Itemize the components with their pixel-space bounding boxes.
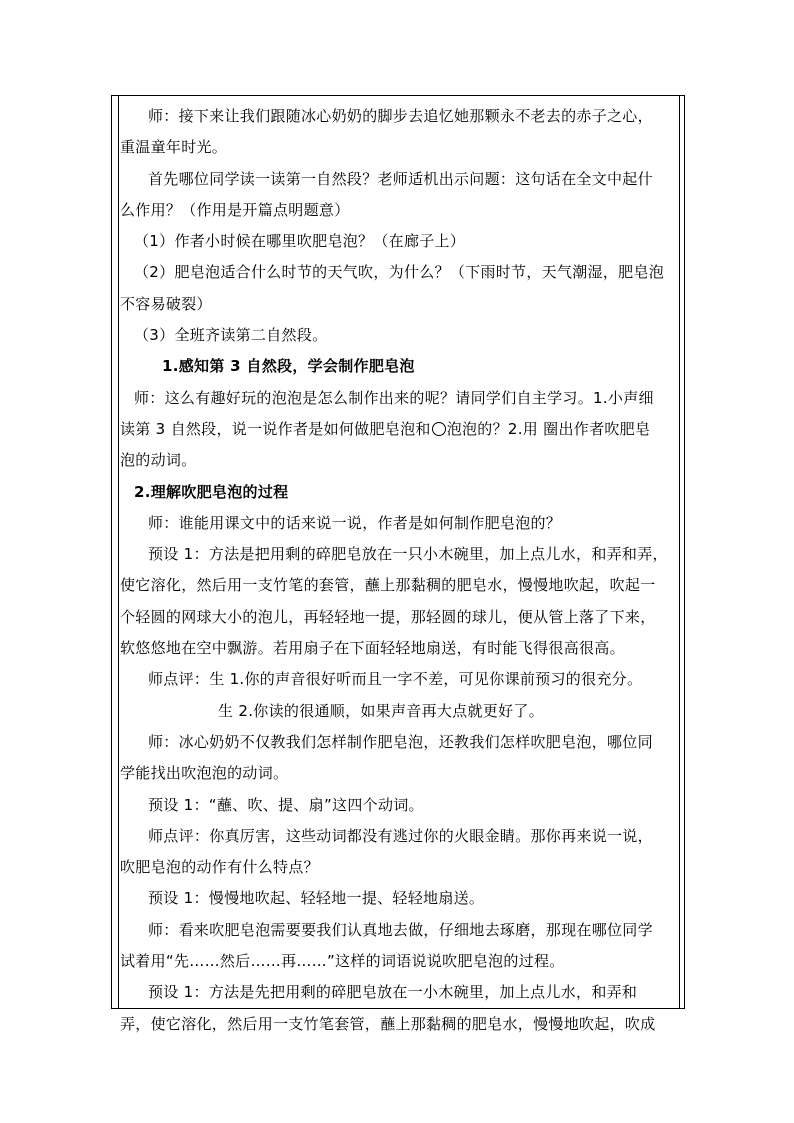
- text-segment: （1）作者小时候在哪里吹肥皂泡？（在廊子上）: [134, 232, 466, 251]
- text-segment: 师：看来吹肥皂泡需要要我们认真地去做，仔细地去琢磨，那现在哪位同学: [148, 920, 653, 939]
- text-segment: 试着用“先……然后……再……”这样的词语说说吹肥皂泡的过程。: [120, 952, 565, 971]
- text-line: [120, 164, 677, 195]
- text-segment: 预设 1：方法是把用剩的碎肥皂放在一只小木碗里，加上点儿水，和弄和弄，: [148, 545, 668, 564]
- text-segment: （3）全班齐读第二自然段。: [134, 326, 328, 345]
- text-line: [120, 915, 677, 946]
- text-line: [120, 195, 677, 226]
- text-segment: 吹肥皂泡的动作有什么特点？: [120, 858, 319, 877]
- text-segment: 预设 1：慢慢地吹起、轻轻地一提、轻轻地扇送。: [148, 889, 485, 908]
- text-segment: 师：接下来让我们跟随冰心奶奶的脚步去追忆她那颗永不老去的赤子之心，: [148, 107, 653, 125]
- text-line: [120, 539, 677, 570]
- text-segment: 个轻圆的网球大小的泡儿，再轻轻地一提，那轻圆的球儿，便从管上落了下来，: [120, 607, 656, 626]
- text-line: [120, 696, 677, 727]
- text-segment: 首先哪位同学读一读第一自然段？老师适机出示问题：这句话在全文中起什: [148, 169, 653, 188]
- text-line: [120, 383, 677, 414]
- text-segment: 预设 1：方法是先把用剩的碎肥皂放在一小木碗里，加上点儿水，和弄和: [148, 983, 638, 1002]
- text-segment: 重温童年时光。: [120, 138, 228, 157]
- text-line: [120, 445, 677, 476]
- text-line: [120, 633, 677, 664]
- text-line: [120, 758, 677, 789]
- text-line: [120, 351, 677, 382]
- text-segment: 么作用？（作用是开篇点明题意）: [120, 200, 350, 219]
- text-segment: 师：这么有趣好玩的泡泡是怎么制作出来的呢？请同学们自主学习。1.小声细: [134, 388, 654, 407]
- text-line: [120, 101, 677, 132]
- text-segment: 使它溶化，然后用一支竹笔的套管，蘸上那黏稠的肥皂水，慢慢地吹起，吹起一: [120, 576, 656, 595]
- text-segment: （2）肥皂泡适合什么时节的天气吹，为什么？（下雨时节，天气潮湿，肥皂泡: [134, 263, 665, 282]
- text-segment: 泡的动词。: [120, 451, 197, 470]
- text-segment: 泡泡的？2.用 圈出作者吹肥皂: [446, 419, 651, 438]
- text-segment: 师：冰心奶奶不仅教我们怎样制作肥皂泡，还教我们怎样吹肥皂泡，哪位同: [148, 732, 653, 751]
- text-segment: 生 2.你读的很通顺，如果声音再大点就更好了。: [218, 701, 544, 720]
- text-line: [120, 821, 677, 852]
- circle-symbol-icon: [432, 422, 446, 436]
- text-line: [120, 257, 677, 288]
- text-segment: 预设 1：“蘸、吹、提、扇”这四个动词。: [148, 795, 424, 814]
- text-line: [120, 602, 677, 633]
- text-line: [120, 852, 677, 883]
- text-segment: 软悠悠地在空中飘游。若用扇子在下面轻轻地扇送，有时能飞得很高很高。: [120, 639, 625, 658]
- text-segment: 师：谁能用课文中的话来说一说，作者是如何制作肥皂泡的？: [148, 513, 562, 532]
- text-segment: 弄，使它溶化，然后用一支竹笔套管，蘸上那黏稠的肥皂水，慢慢地吹起，吹成: [120, 1014, 656, 1033]
- text-line: [120, 414, 677, 445]
- text-segment: 不容易破裂）: [120, 294, 212, 313]
- text-line: [120, 946, 677, 977]
- text-segment: 师点评：生 1.你的声音很好听而且一字不差，可见你课前预习的很充分。: [148, 670, 643, 689]
- text-line: [120, 883, 677, 914]
- text-line: [120, 977, 677, 1008]
- text-line: [120, 226, 677, 257]
- text-line: [120, 790, 677, 821]
- text-segment: 1.感知第 3 自然段，学会制作肥皂泡: [162, 357, 415, 376]
- text-line: [120, 570, 677, 601]
- text-line: [120, 1009, 677, 1040]
- text-segment: 读第 3 自然段，说一说作者是如何做肥皂泡和: [120, 419, 431, 438]
- text-segment: 师点评：你真厉害，这些动词都没有逃过你的火眼金睛。那你再来说一说，: [148, 826, 653, 845]
- text-line: [120, 664, 677, 695]
- text-segment: 2.理解吹肥皂泡的过程: [134, 482, 289, 501]
- text-segment: 学能找出吹泡泡的动词。: [120, 764, 289, 783]
- text-line: [120, 289, 677, 320]
- text-line: [120, 727, 677, 758]
- text-line: [120, 320, 677, 351]
- text-line: [120, 477, 677, 508]
- text-line: [120, 132, 677, 163]
- table-inner-right-rule: [679, 95, 680, 1009]
- text-line: [120, 508, 677, 539]
- table-inner-left-rule: [118, 95, 119, 1009]
- lesson-text-body: [120, 101, 677, 1040]
